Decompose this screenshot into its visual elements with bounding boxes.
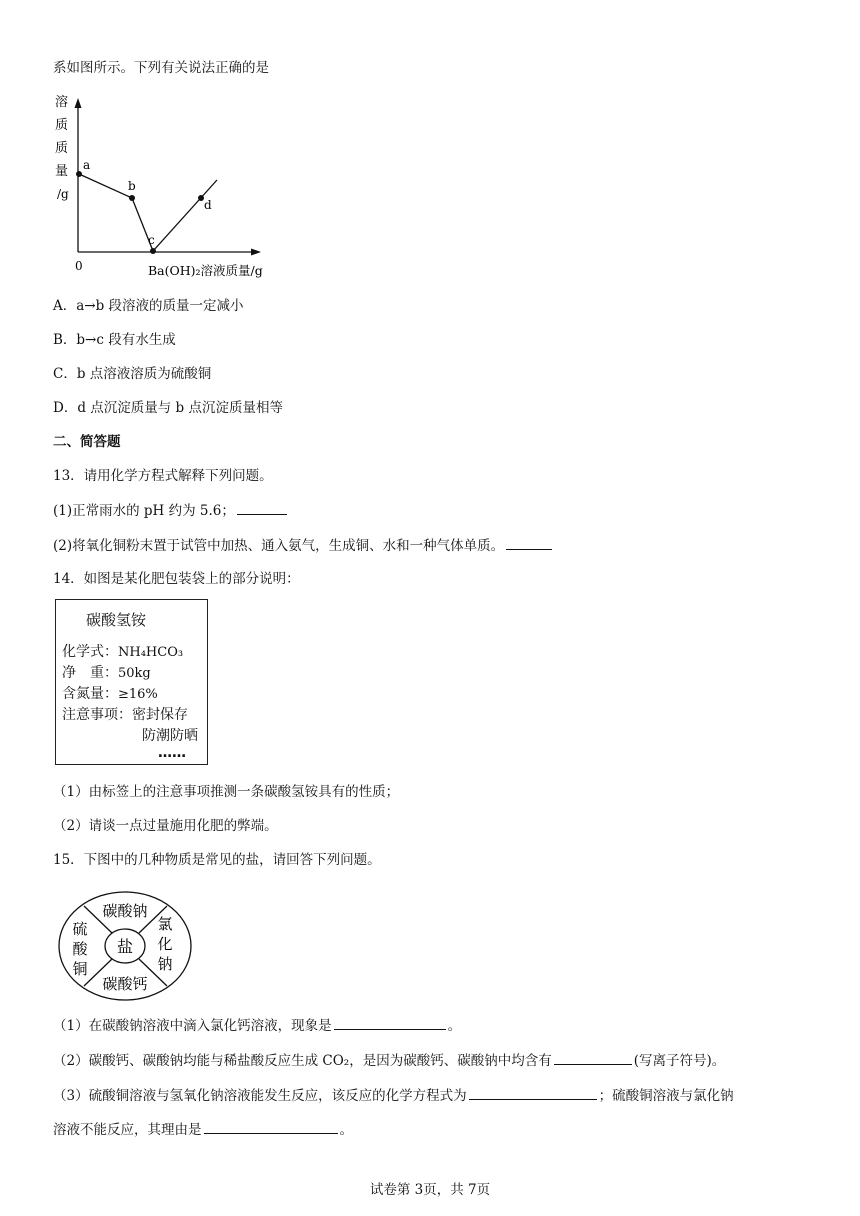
q15-sub1-end: 。 <box>447 1018 462 1034</box>
q15-sub2 <box>53 1050 725 1071</box>
q15-sub3 <box>53 1085 734 1106</box>
q13-sub2 <box>53 535 554 556</box>
label-ellipsis: …… <box>158 745 186 761</box>
q15-sub2-end: (写离子符号)。 <box>633 1053 726 1069</box>
label-notes-row <box>62 705 188 725</box>
label-d: d <box>204 198 212 212</box>
label-notes-value-2: 防潮防晒 <box>142 728 198 744</box>
y-label-4: 量 <box>55 164 69 179</box>
salt-circle-diagram <box>57 890 193 1002</box>
label-notes-value-1: 密封保存 <box>132 707 188 723</box>
q15-sub1-text: （1）在碳酸钠溶液中滴入氯化钙溶液，现象是 <box>53 1018 332 1034</box>
right-label-2: 化 <box>157 935 173 953</box>
page-footer: 试卷第 3页，共 7页 <box>369 1182 491 1198</box>
answer-blank[interactable] <box>334 1015 446 1030</box>
answer-blank[interactable] <box>469 1085 597 1100</box>
label-notes-key: 注意事项： <box>62 707 132 723</box>
section-title: 二、简答题 <box>53 434 121 450</box>
q13-sub1-text: (1)正常雨水的 pH 约为 5.6； <box>53 503 235 519</box>
q15-sub2-text: （2）碳酸钙、碳酸钠均能与稀盐酸反应生成 CO₂，是因为碳酸钙、碳酸钠中均含有 <box>53 1053 552 1069</box>
left-label-1: 硫 <box>72 920 88 938</box>
option-b: B．b→c 段有水生成 <box>53 332 176 348</box>
q15-sub3-mid: ；硫酸铜溶液与氯化钠 <box>598 1088 734 1104</box>
question-stem-continuation: 系如图所示。下列有关说法正确的是 <box>53 60 269 76</box>
answer-blank[interactable] <box>506 535 552 550</box>
q13-sub1 <box>53 500 289 521</box>
left-label-2: 酸 <box>72 940 88 958</box>
fertilizer-label <box>55 599 208 765</box>
option-a: A．a→b 段溶液的质量一定减小 <box>53 298 244 314</box>
y-axis-arrow <box>75 98 82 108</box>
bottom-label: 碳酸钙 <box>102 975 148 993</box>
q15-sub3-text-2: 溶液不能反应，其理由是 <box>53 1122 202 1138</box>
y-label-unit: /g <box>57 187 69 201</box>
label-formula-key: 化学式： <box>62 644 118 660</box>
x-axis-arrow <box>251 249 261 256</box>
label-formula-value: NH₄HCO₃ <box>118 645 184 660</box>
label-formula-row <box>62 642 183 663</box>
center-label: 盐 <box>116 937 134 956</box>
q15-sub3-end: 。 <box>339 1122 353 1138</box>
label-weight-row <box>62 663 151 684</box>
q15-sub3-continued <box>53 1119 353 1140</box>
label-nitrogen-value: ≥16% <box>118 687 158 702</box>
answer-blank[interactable] <box>204 1119 338 1134</box>
q14-stem: 14．如图是某化肥包装袋上的部分说明： <box>53 571 300 587</box>
label-weight-key: 净 重： <box>62 665 118 681</box>
answer-blank[interactable] <box>237 500 287 515</box>
answer-blank[interactable] <box>554 1050 632 1065</box>
q15-stem: 15．下图中的几种物质是常见的盐，请回答下列问题。 <box>53 852 381 868</box>
label-c: c <box>148 233 155 247</box>
label-a: a <box>83 158 91 172</box>
point-a <box>76 171 82 177</box>
q14-sub2: （2）请谈一点过量施用化肥的弊端。 <box>53 818 278 834</box>
point-b <box>129 195 135 201</box>
right-label-1: 氯 <box>157 915 173 933</box>
option-c: C．b 点溶液溶质为硫酸铜 <box>53 366 212 382</box>
label-nitrogen-key: 含氮量： <box>62 686 118 702</box>
label-weight-value: 50kg <box>118 666 151 681</box>
label-title: 碳酸氢铵 <box>86 611 147 629</box>
q15-sub1 <box>53 1015 461 1036</box>
left-label-3: 铜 <box>72 960 88 978</box>
q13-sub2-text: (2)将氧化铜粉末置于试管中加热、通入氨气，生成铜、水和一种气体单质。 <box>53 538 505 554</box>
y-label-2: 质 <box>55 118 69 133</box>
y-label-1: 溶 <box>55 95 69 110</box>
option-d: D．d 点沉淀质量与 b 点沉淀质量相等 <box>53 400 283 416</box>
point-c <box>150 248 156 254</box>
x-axis-label: Ba(OH)₂溶液质量/g <box>148 263 263 278</box>
origin-label: 0 <box>75 259 83 273</box>
label-b: b <box>128 179 136 193</box>
right-label-3: 钠 <box>157 955 173 973</box>
q15-sub3-text: （3）硫酸铜溶液与氢氧化钠溶液能发生反应，该反应的化学方程式为 <box>53 1088 467 1104</box>
top-label: 碳酸钠 <box>102 902 148 920</box>
y-label-3: 质 <box>55 141 69 156</box>
q14-sub1: （1）由标签上的注意事项推测一条碳酸氢铵具有的性质； <box>53 784 400 800</box>
q13-stem: 13．请用化学方程式解释下列问题。 <box>53 468 273 484</box>
label-nitrogen-row <box>62 684 158 705</box>
solute-mass-graph <box>55 92 285 282</box>
